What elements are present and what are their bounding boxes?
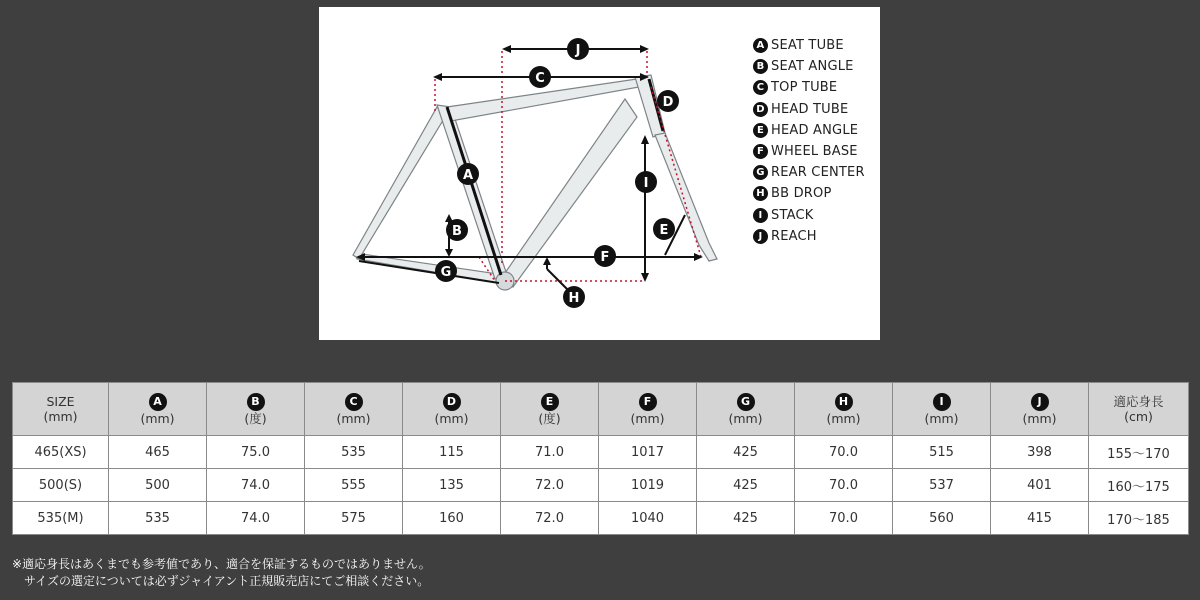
header-size: SIZE (mm) [13, 383, 109, 436]
legend-item-j [753, 226, 865, 247]
cell: 115 [403, 436, 501, 469]
svg-text:C: C [535, 71, 545, 86]
cell: 401 [991, 469, 1089, 502]
header-j: J (mm) [991, 383, 1089, 436]
legend-item-d [753, 99, 865, 120]
frame-geometry-diagram [319, 7, 880, 340]
badge-f-icon: F [639, 393, 657, 411]
header-f: F (mm) [599, 383, 697, 436]
header-b: B (度) [207, 383, 305, 436]
legend-label: SEAT TUBE [771, 38, 844, 54]
svg-text:G: G [440, 265, 452, 280]
label-c [529, 66, 551, 88]
label-e [653, 218, 675, 240]
legend-label: SEAT ANGLE [771, 59, 854, 75]
header-a: A (mm) [109, 383, 207, 436]
cell: 515 [893, 436, 991, 469]
header-h: H (mm) [795, 383, 893, 436]
cell-height: 155〜170 [1089, 436, 1189, 469]
legend-item-c [753, 77, 865, 98]
cell: 72.0 [501, 502, 599, 535]
badge-h-icon: H [753, 186, 768, 201]
badge-b-icon: B [753, 59, 768, 74]
badge-b-icon: B [247, 393, 265, 411]
header-c: C (mm) [305, 383, 403, 436]
label-i [635, 171, 657, 193]
cell: 425 [697, 469, 795, 502]
badge-e-icon: E [541, 393, 559, 411]
cell: 415 [991, 502, 1089, 535]
notes [12, 556, 431, 590]
cell: 1017 [599, 436, 697, 469]
cell: 74.0 [207, 502, 305, 535]
header-e: E (度) [501, 383, 599, 436]
badge-i-icon: I [933, 393, 951, 411]
badge-g-icon: G [737, 393, 755, 411]
table-row [13, 436, 1189, 469]
badge-d-icon: D [443, 393, 461, 411]
badge-h-icon: H [835, 393, 853, 411]
legend-label: TOP TUBE [771, 80, 838, 96]
cell: 135 [403, 469, 501, 502]
badge-c-icon: C [345, 393, 363, 411]
legend-label: BB DROP [771, 186, 832, 202]
cell: 535 [109, 502, 207, 535]
cell: 70.0 [795, 469, 893, 502]
badge-i-icon: I [753, 208, 768, 223]
header-height: 適応身長 (cm) [1089, 383, 1189, 436]
cell: 500 [109, 469, 207, 502]
cell: 1040 [599, 502, 697, 535]
seat-tube-line [447, 107, 501, 275]
label-j [567, 38, 589, 60]
svg-text:H: H [568, 291, 580, 306]
note-consult: サイズの選定については必ずジャイアント正規販売店にてご相談ください。 [24, 574, 430, 588]
legend-label: REAR CENTER [771, 165, 865, 181]
label-h [563, 286, 585, 308]
svg-text:F: F [600, 250, 610, 265]
label-g [435, 260, 457, 282]
legend-item-i [753, 205, 865, 226]
badge-c-icon: C [753, 80, 768, 95]
cell-height: 160〜175 [1089, 469, 1189, 502]
cell-size: 535(M) [13, 502, 109, 535]
badge-e-icon: E [753, 123, 768, 138]
label-d [657, 90, 679, 112]
badge-j-icon: J [753, 229, 768, 244]
cell: 75.0 [207, 436, 305, 469]
table-header-row [13, 383, 1189, 436]
legend-label: HEAD TUBE [771, 101, 849, 117]
legend-item-f [753, 141, 865, 162]
table-row [13, 502, 1189, 535]
legend-item-h [753, 183, 865, 204]
svg-text:I: I [643, 176, 649, 191]
cell: 425 [697, 436, 795, 469]
geometry-table [12, 382, 1189, 535]
legend-label: WHEEL BASE [771, 144, 858, 160]
svg-text:B: B [452, 224, 462, 239]
cell: 398 [991, 436, 1089, 469]
note-disclaimer: ※適応身長はあくまでも参考値であり、適合を保証するものではありません。 [12, 557, 431, 571]
legend-item-b [753, 56, 865, 77]
badge-f-icon: F [753, 144, 768, 159]
badge-a-icon: A [753, 38, 768, 53]
svg-text:J: J [575, 43, 581, 58]
badge-a-icon: A [149, 393, 167, 411]
badge-j-icon: J [1031, 393, 1049, 411]
svg-text:D: D [662, 95, 674, 110]
cell: 555 [305, 469, 403, 502]
cell: 575 [305, 502, 403, 535]
legend-label: HEAD ANGLE [771, 122, 859, 138]
cell-height: 170〜185 [1089, 502, 1189, 535]
legend-item-g [753, 162, 865, 183]
cell: 465 [109, 436, 207, 469]
header-g: G (mm) [697, 383, 795, 436]
cell-size: 500(S) [13, 469, 109, 502]
cell: 160 [403, 502, 501, 535]
cell: 74.0 [207, 469, 305, 502]
cell: 535 [305, 436, 403, 469]
cell: 70.0 [795, 502, 893, 535]
label-a [457, 163, 479, 185]
svg-text:A: A [462, 168, 474, 183]
cell: 71.0 [501, 436, 599, 469]
cell: 537 [893, 469, 991, 502]
header-i: I (mm) [893, 383, 991, 436]
badge-g-icon: G [753, 165, 768, 180]
badge-d-icon: D [753, 102, 768, 117]
cell: 70.0 [795, 436, 893, 469]
label-b [446, 219, 468, 241]
legend-item-a [753, 35, 865, 56]
cell: 425 [697, 502, 795, 535]
cell: 560 [893, 502, 991, 535]
table-row [13, 469, 1189, 502]
svg-text:E: E [659, 223, 669, 238]
cell: 72.0 [501, 469, 599, 502]
legend-label: STACK [771, 207, 814, 223]
legend-item-e [753, 120, 865, 141]
cell-size: 465(XS) [13, 436, 109, 469]
header-d: D (mm) [403, 383, 501, 436]
legend-label: REACH [771, 228, 817, 244]
cell: 1019 [599, 469, 697, 502]
geometry-legend [753, 35, 865, 247]
label-f [594, 245, 616, 267]
